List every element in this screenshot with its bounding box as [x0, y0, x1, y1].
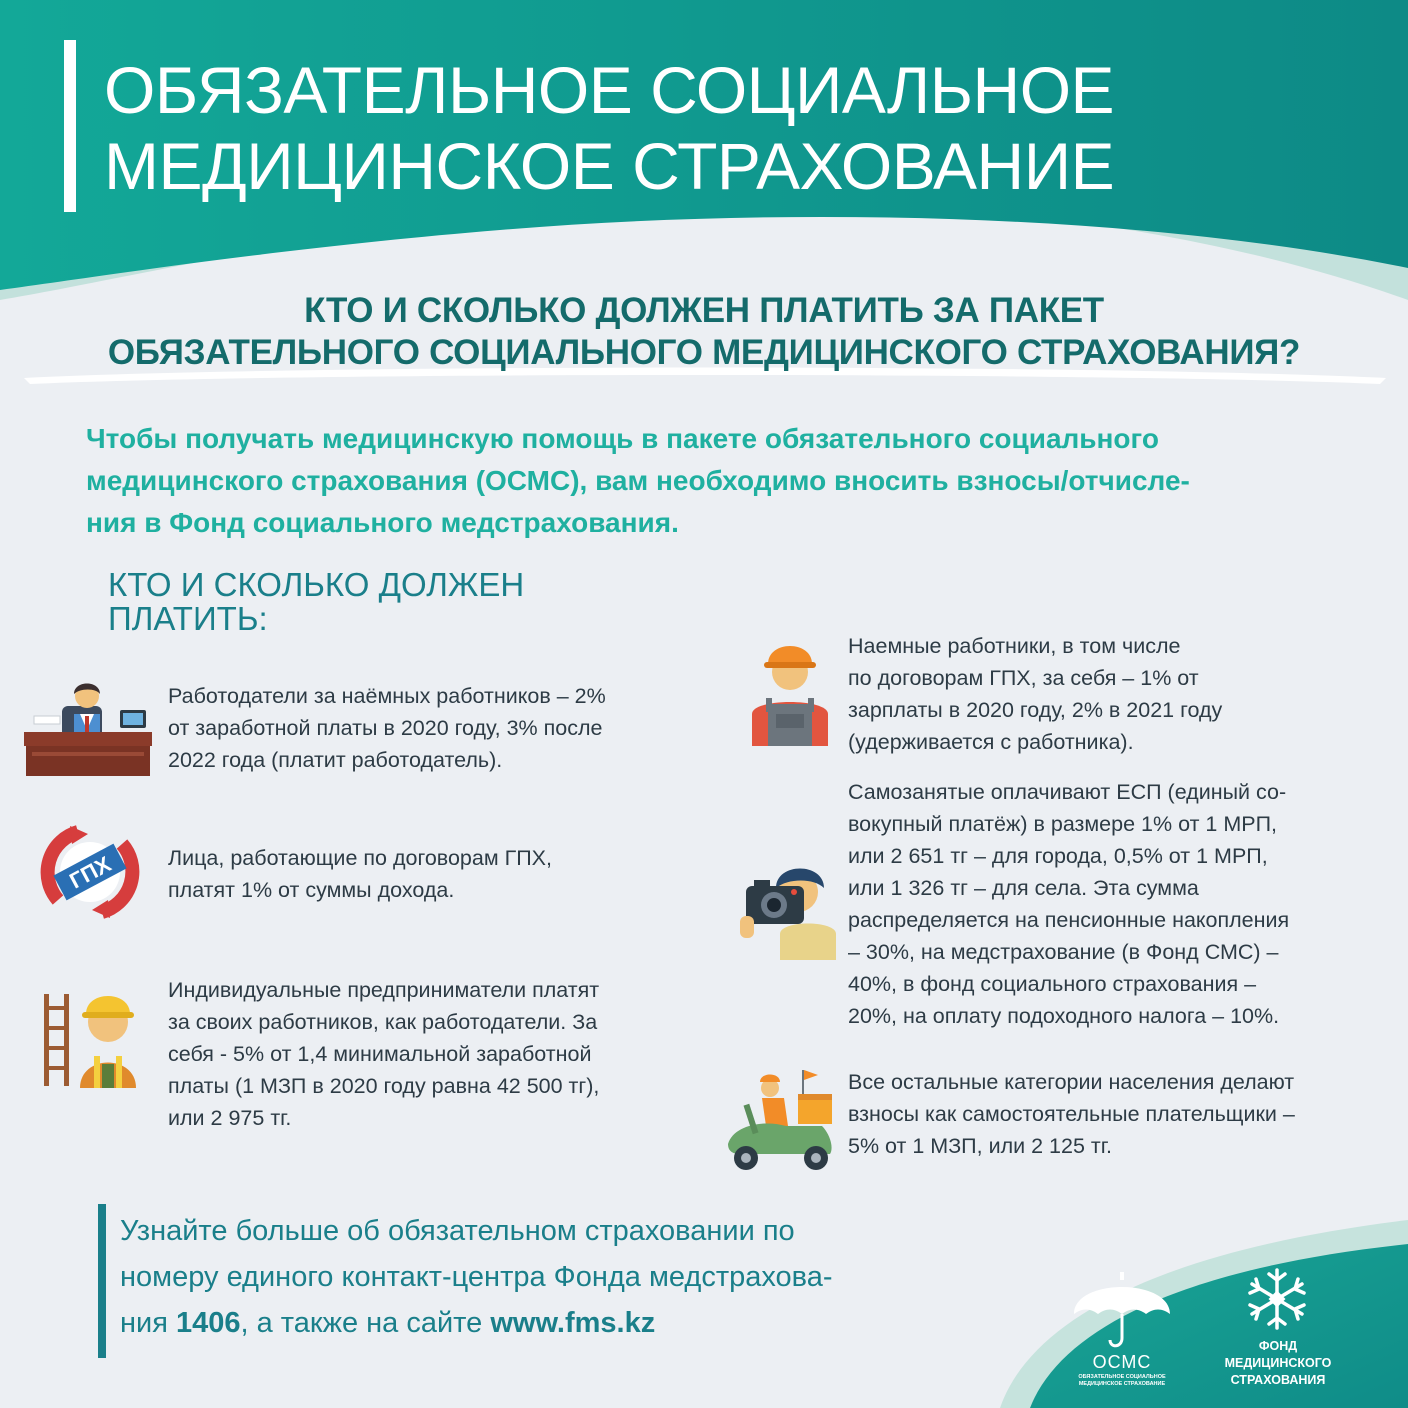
item-line: платы (1 МЗП в 2020 году равна 42 500 тг), [168, 1074, 600, 1098]
item-line: по договорам ГПХ, за себя – 1% от [848, 666, 1199, 690]
fund-logo-line: СТРАХОВАНИЯ [1230, 1373, 1326, 1387]
item-line: вокупный платёж) в размере 1% от 1 МРП, [848, 812, 1277, 836]
fund-logo-text [1206, 1338, 1350, 1389]
website-link[interactable]: www.fms.kz [490, 1307, 656, 1339]
intro-line: Чтобы получать медицинскую помощь в пакете обязательного социального [86, 423, 1159, 454]
gph-contract-icon [38, 822, 142, 922]
footer-line: номеру единого контакт-центра Фонда медстрахова- [120, 1261, 833, 1293]
item-line: Индивидуальные предприниматели платят [168, 978, 600, 1002]
self-employed-text [848, 776, 1368, 1032]
hired-worker-text [848, 630, 1368, 758]
other-categories-text [848, 1066, 1368, 1162]
entrepreneur-builder-icon [40, 984, 148, 1088]
intro-line: ния в Фонд социального медстрахования. [86, 507, 679, 538]
item-line: или 2 975 тг. [168, 1106, 292, 1130]
item-line: 5% от 1 МЗП, или 2 125 тг. [848, 1134, 1112, 1158]
entrepreneur-text [168, 974, 688, 1134]
item-line: Лица, работающие по договорам ГПХ, [168, 846, 552, 870]
photographer-icon [740, 860, 836, 960]
item-line: Самозанятые оплачивают ЕСП (единый со- [848, 780, 1287, 804]
osms-caption-line: ОБЯЗАТЕЛЬНОЕ СОЦИАЛЬНОЕ [1078, 1374, 1166, 1380]
snowflake-logo-icon [1244, 1266, 1310, 1332]
item-line: или 1 326 тг – для села. Эта сумма [848, 876, 1199, 900]
item-line: от заработной платы в 2020 году, 3% после [168, 716, 603, 740]
osms-logo-name: ОСМС [1092, 1352, 1152, 1372]
footer-line-prefix: ния [120, 1307, 176, 1339]
fund-logo-line: МЕДИЦИНСКОГО [1224, 1356, 1332, 1370]
item-line: распределяется на пенсионные накопления [848, 908, 1290, 932]
osms-caption-line: МЕДИЦИНСКОЕ СТРАХОВАНИЕ [1078, 1381, 1166, 1387]
umbrella-logo-icon [1070, 1268, 1174, 1352]
hired-worker-icon [748, 634, 832, 746]
page-title-line: ОБЯЗАТЕЛЬНОЕ СОЦИАЛЬНОЕ [104, 53, 1115, 127]
gph-badge-text: ГПХ [65, 851, 116, 894]
footer-accent-bar [98, 1204, 106, 1358]
footer-line [120, 1300, 980, 1346]
employer-text [168, 680, 668, 776]
item-line: 2022 года (платит работодатель). [168, 748, 503, 772]
page-title [104, 52, 1364, 204]
item-line: (удерживается с работника). [848, 730, 1134, 754]
item-line: 40%, в фонд социального страхования – [848, 972, 1257, 996]
item-line: 20%, на оплату подоходного налога – 10%. [848, 1004, 1280, 1028]
intro-paragraph [86, 418, 1336, 544]
footer-contact-text [120, 1208, 980, 1346]
fund-logo-line: ФОНД [1258, 1339, 1298, 1353]
item-line: платят 1% от суммы дохода. [168, 878, 455, 902]
delivery-scooter-icon [726, 1064, 838, 1174]
item-line: Наемные работники, в том числе [848, 634, 1181, 658]
section-heading [108, 568, 668, 636]
item-line: или 2 651 тг – для города, 0,5% от 1 МРП, [848, 844, 1268, 868]
section-heading-line: КТО И СКОЛЬКО ДОЛЖЕН [108, 566, 525, 603]
question-heading-line: ОБЯЗАТЕЛЬНОГО СОЦИАЛЬНОГО МЕДИЦИНСКОГО СТРАХОВАНИЯ? [107, 333, 1301, 372]
item-line: – 30%, на медстрахование (в Фонд СМС) – [848, 940, 1279, 964]
question-heading-line: КТО И СКОЛЬКО ДОЛЖЕН ПЛАТИТЬ ЗА ПАКЕТ [304, 291, 1104, 330]
intro-line: медицинского страхования (ОСМС), вам необходимо вносить взносы/отчисле- [86, 465, 1190, 496]
gph-text [168, 842, 668, 906]
item-line: Работодатели за наёмных работников – 2% [168, 684, 606, 708]
employer-desk-icon [22, 674, 154, 780]
footer-line-middle: , а также на сайте [240, 1307, 491, 1339]
footer-line: Узнайте больше об обязательном страховании по [120, 1215, 795, 1247]
item-line: Все остальные категории населения делают [848, 1070, 1295, 1094]
question-heading [30, 290, 1378, 374]
page-title-line: МЕДИЦИНСКОЕ СТРАХОВАНИЕ [104, 129, 1115, 203]
item-line: себя - 5% от 1,4 минимальной заработной [168, 1042, 592, 1066]
section-heading-line: ПЛАТИТЬ: [108, 600, 268, 637]
item-line: за своих работников, как работодатели. За [168, 1010, 598, 1034]
contact-center-phone[interactable]: 1406 [175, 1307, 241, 1339]
osms-logo-caption [1060, 1374, 1184, 1388]
item-line: зарплаты в 2020 году, 2% в 2021 году [848, 698, 1223, 722]
title-accent-bar [64, 40, 76, 212]
item-line: взносы как самостоятельные плательщики – [848, 1102, 1295, 1126]
